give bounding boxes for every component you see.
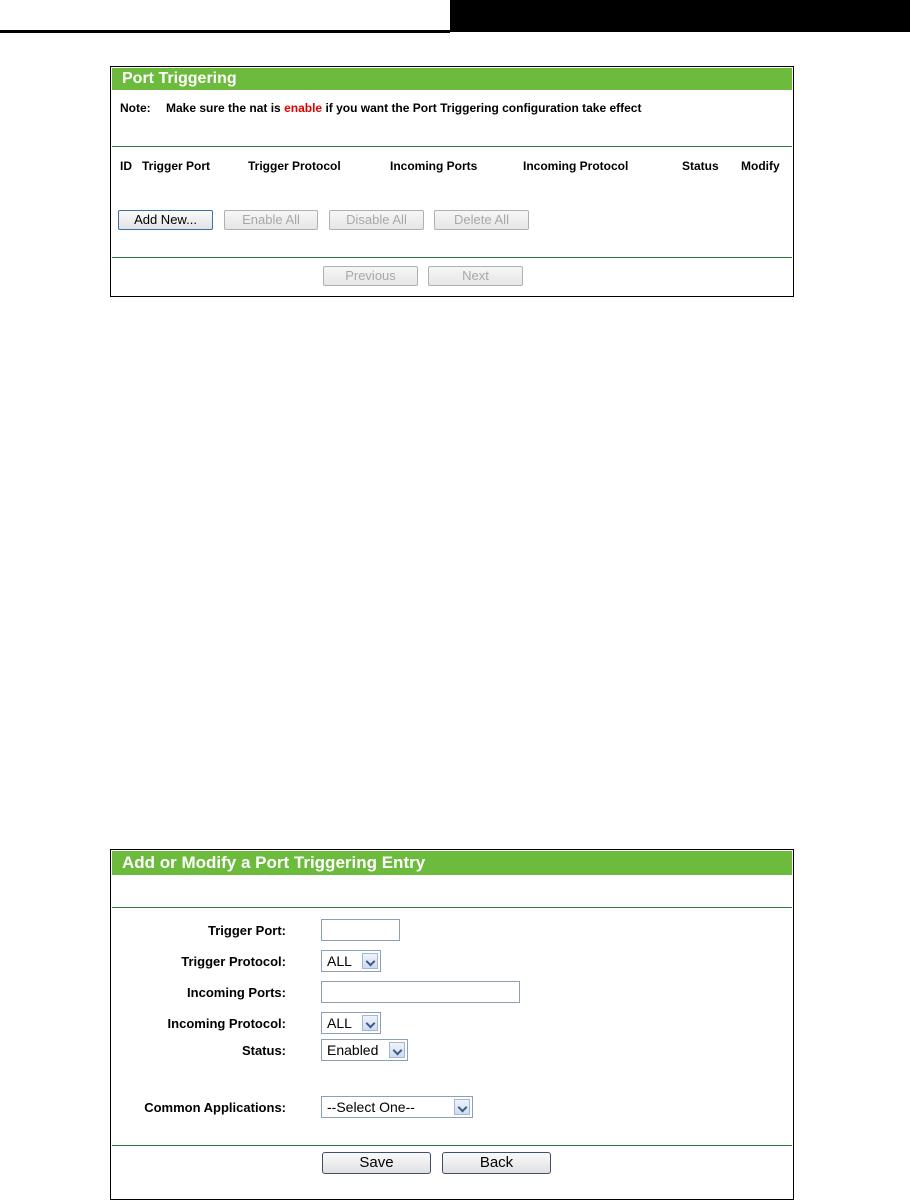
note-label: Note: — [120, 101, 151, 115]
divider — [112, 1145, 792, 1146]
incoming-protocol-value: ALL — [327, 1015, 352, 1031]
disable-all-button[interactable]: Disable All — [329, 210, 424, 230]
incoming-protocol-label: Incoming Protocol: — [167, 1016, 286, 1031]
note-text-after: if you want the Port Triggering configuration take effect — [325, 101, 642, 115]
column-header-status: Status — [682, 159, 719, 173]
add-new-button[interactable]: Add New... — [118, 210, 213, 230]
entry-form-panel — [110, 849, 794, 1200]
incoming-ports-label: Incoming Ports: — [187, 985, 286, 1000]
divider — [112, 146, 792, 147]
nat-note — [120, 101, 641, 115]
divider — [112, 257, 792, 258]
divider — [112, 907, 792, 908]
note-highlight: enable — [284, 101, 323, 115]
column-header-incoming-protocol: Incoming Protocol — [523, 159, 629, 173]
incoming-protocol-select[interactable] — [321, 1012, 381, 1034]
column-header-trigger-port: Trigger Port — [142, 159, 211, 173]
incoming-ports-input[interactable] — [321, 981, 520, 1003]
trigger-protocol-value: ALL — [327, 953, 352, 969]
status-label: Status: — [241, 1043, 286, 1058]
header-black-bar — [450, 0, 910, 32]
trigger-port-input[interactable] — [321, 919, 400, 941]
column-header-modify: Modify — [741, 159, 780, 173]
chevron-down-icon — [362, 1015, 378, 1031]
save-button[interactable]: Save — [322, 1152, 431, 1174]
common-applications-value: --Select One-- — [327, 1099, 415, 1115]
chevron-down-icon — [362, 953, 378, 969]
enable-all-button[interactable]: Enable All — [224, 210, 318, 230]
back-button[interactable]: Back — [442, 1152, 551, 1174]
column-header-incoming-ports: Incoming Ports — [390, 159, 478, 173]
panel-title: Port Triggering — [112, 68, 792, 90]
column-header-id: ID — [120, 159, 132, 173]
status-value: Enabled — [327, 1042, 379, 1058]
port-triggering-panel — [110, 66, 794, 297]
trigger-protocol-label: Trigger Protocol: — [181, 954, 286, 969]
trigger-port-label: Trigger Port: — [207, 923, 286, 938]
column-header-trigger-protocol: Trigger Protocol — [248, 159, 341, 173]
status-select[interactable] — [321, 1039, 408, 1061]
next-button[interactable]: Next — [428, 266, 523, 286]
note-text-before: Make sure the nat is — [166, 101, 281, 115]
form-title: Add or Modify a Port Triggering Entry — [112, 851, 792, 875]
chevron-down-icon — [454, 1099, 470, 1115]
common-applications-label: Common Applications: — [144, 1100, 286, 1115]
trigger-protocol-select[interactable] — [321, 950, 381, 972]
common-applications-select[interactable] — [321, 1096, 473, 1118]
chevron-down-icon — [389, 1042, 405, 1058]
delete-all-button[interactable]: Delete All — [434, 210, 529, 230]
previous-button[interactable]: Previous — [323, 266, 418, 286]
header-rule — [0, 30, 450, 33]
